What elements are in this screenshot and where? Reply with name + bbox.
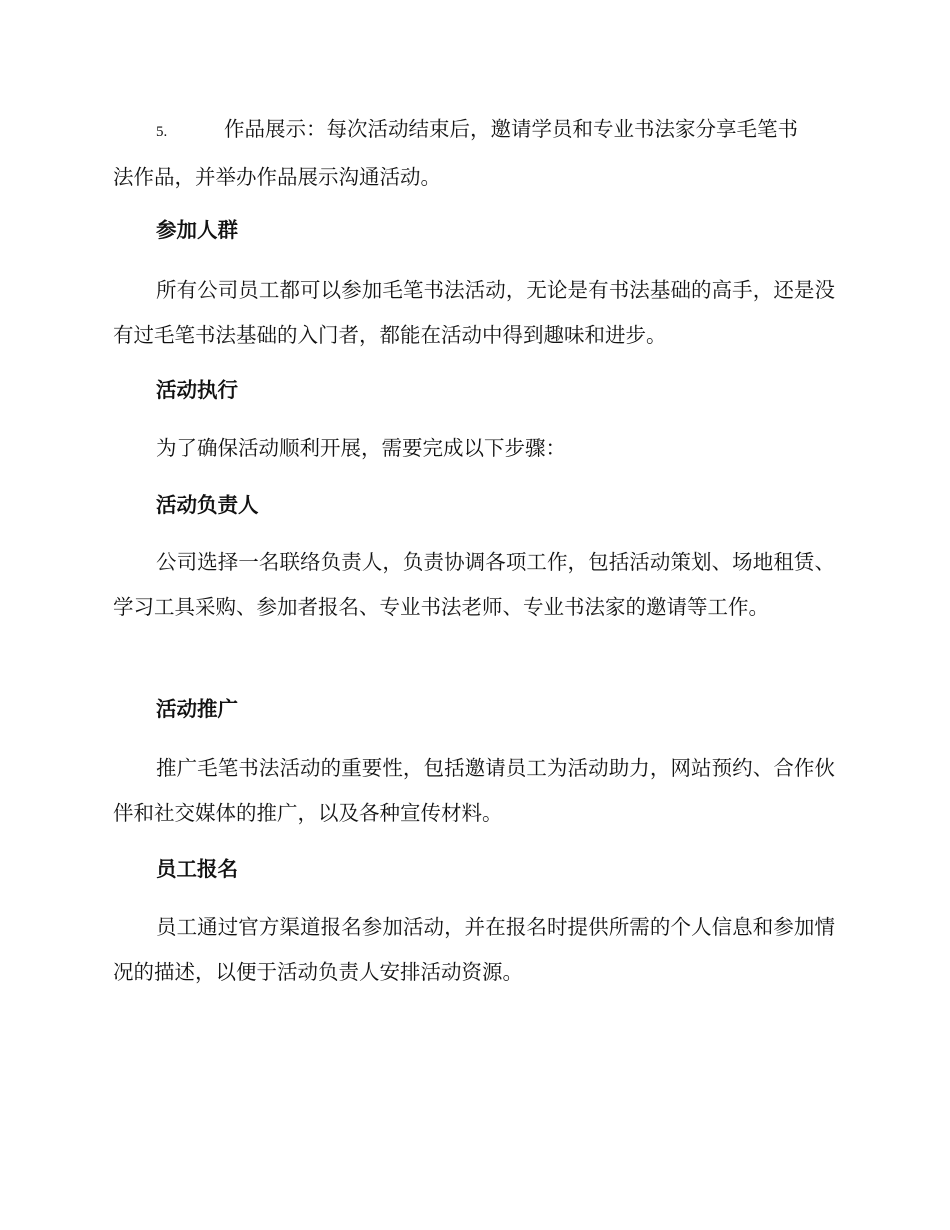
list-item [113, 107, 878, 200]
list-item-text-line2: 法作品，并举办作品展示沟通活动。 [113, 165, 441, 189]
section-heading: 活动推广 [156, 697, 238, 721]
section-paragraph: 推广毛笔书法活动的重要性，包括邀请员工为活动助力，网站预约、合作伙伴和社交媒体的推广，以及各种宣传材料。 [113, 756, 835, 825]
section-paragraph: 为了确保活动顺利开展，需要完成以下步骤： [156, 436, 566, 460]
section-heading: 活动执行 [156, 378, 238, 402]
list-item-number: 5. [156, 124, 168, 140]
list-item-text-line1: 作品展示：每次活动结束后，邀请学员和专业书法家分享毛笔书 [224, 117, 798, 141]
section-paragraph: 所有公司员工都可以参加毛笔书法活动，无论是有书法基础的高手，还是没有过毛笔书法基础的入门者，都能在活动中得到趣味和进步。 [113, 278, 835, 347]
section-heading: 活动负责人 [156, 493, 259, 517]
section-heading: 员工报名 [156, 857, 238, 881]
section-paragraph: 公司选择一名联络负责人，负责协调各项工作，包括活动策划、场地租赁、学习工具采购、参加者报名、专业书法老师、专业书法家的邀请等工作。 [113, 550, 835, 619]
section-heading: 参加人群 [156, 218, 238, 242]
section-paragraph: 员工通过官方渠道报名参加活动，并在报名时提供所需的个人信息和参加情况的描述，以便于活动负责人安排活动资源。 [113, 915, 835, 984]
